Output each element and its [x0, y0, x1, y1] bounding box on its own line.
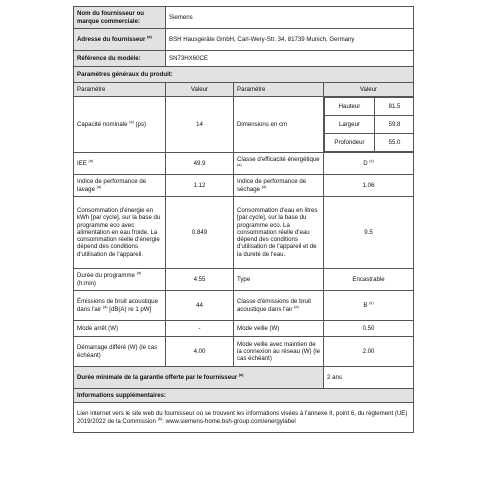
networked-standby-value: 2.00	[362, 347, 375, 355]
type-label: Type	[237, 275, 251, 283]
noise-class-label: Classe d'émissions de bruit acoustique dans l'air	[237, 298, 311, 313]
networked-standby-label: Mode veille avec maintien de la connexion au réseau (W) (le cas échéant)	[237, 340, 320, 363]
product-information-sheet	[73, 6, 413, 433]
dimensions-subtable	[324, 97, 414, 152]
supplier-label: Nom du fournisseur ou marque commerciale:	[77, 10, 145, 25]
eei-row: IEE $^{(a)}$ 49.9 Classe d'efficacité énergétique $^{(a)}$ D $^{(c)}$	[74, 153, 414, 175]
col-value-left: Valeur	[190, 85, 209, 93]
water-consumption-value: 9.5	[364, 228, 373, 236]
model-row	[74, 51, 414, 67]
noise-row: Émissions de bruit acoustique dans l'air $^{(a)}$ [dB(A) re 1 pW] 44 Classe d'émissions de bruit acoustique dans l'air $^{(a)}$ B $^{(c)}$	[74, 291, 414, 321]
column-header-row	[74, 83, 414, 97]
standby-value: 0.50	[362, 324, 375, 332]
general-title-row	[74, 67, 414, 83]
duration-row: Durée du programme $^{(a)}$ (h:min) 4:55 Type Encastrable	[74, 269, 414, 291]
delay-row	[74, 337, 414, 367]
col-value-right: Valeur	[359, 85, 378, 93]
noise-label: Émissions de bruit acoustique dans l'air	[77, 298, 158, 313]
capacity-unit: (ps)	[135, 120, 147, 128]
eei-value: 49.9	[193, 159, 206, 167]
additional-text-row: Lien internet vers le site web du fournisseur où se trouvent les informations visées à l'annexe II, point 6, du règlement (UE) 2019/2022 de la Commission $^{(b)}$: www.siemens-home.bsh-group.com/energylabel	[74, 403, 414, 433]
off-mode-label: Mode arrêt (W)	[77, 324, 118, 332]
duration-unit: (h:min)	[77, 279, 96, 287]
energy-class-label: Classe d'efficacité énergétique	[237, 156, 320, 164]
col-param-right: Paramètre	[237, 85, 266, 93]
consumption-row	[74, 197, 414, 269]
guarantee-label: Durée minimale de la garantie offerte par le fournisseur	[77, 373, 238, 381]
duration-label: Durée du programme	[77, 272, 135, 280]
guarantee-row: Durée minimale de la garantie offerte par le fournisseur $^{(a)}$ 2 ans	[74, 367, 414, 389]
height-value: 81.5	[388, 102, 401, 110]
product-sheet-table	[73, 6, 414, 433]
energylabel-link[interactable]: www.siemens-home.bsh-group.com/energylabel	[165, 417, 296, 425]
additional-text: Lien internet vers le site web du fournisseur où se trouvent les informations visées à l'annexe II, point 6, du règlement (UE) 2019/2022 de la Commission	[77, 410, 408, 425]
address-label: Adresse du fournisseur	[77, 35, 146, 43]
general-title: Paramètres généraux du produit:	[77, 70, 173, 78]
width-label: Largeur	[338, 120, 360, 128]
off-mode-row	[74, 321, 414, 337]
cleaning-label: Indice de performance de lavage	[77, 178, 147, 193]
noise-value: 44	[196, 301, 203, 309]
type-value: Encastrable	[352, 275, 385, 283]
additional-title-row	[74, 389, 414, 403]
capacity-label: Capacité nominale	[77, 120, 128, 128]
noise-unit: [dB(A) re 1 pW]	[109, 305, 152, 313]
energy-consumption-label: Consommation d'énergie en kWh [par cycle], sur la base du programme eco avec alimentation en eau froide. La consommation réelle d'énergie dépend des conditions d'utilisation de l'appareil.	[77, 206, 161, 258]
address-row: Adresse du fournisseur $^{(a)}$ BSH Hausgeräte GmbH, Carl-Wery-Str. 34, 81739 Munich, Germany	[74, 29, 414, 51]
depth-value: 55.0	[388, 138, 401, 146]
model-value: SN73HX60CE	[169, 54, 208, 62]
standby-label: Mode veille (W)	[237, 324, 280, 332]
performance-row: Indice de performance de lavage $^{(a)}$ 1.12 Indice de performance de séchage $^{(a)}$ 1.06	[74, 175, 414, 197]
supplier-value: Siemens	[169, 13, 193, 21]
dimensions-label: Dimensions en cm	[237, 120, 288, 128]
eei-label: IEE	[77, 159, 87, 167]
energy-consumption-value: 0.849	[191, 228, 208, 236]
cleaning-value: 1.12	[193, 181, 206, 189]
drying-value: 1.06	[362, 181, 375, 189]
delay-start-label: Démarrage différé (W) (le cas échéant)	[77, 344, 158, 359]
energy-class-value: D	[363, 159, 368, 167]
col-param-left: Paramètre	[77, 85, 106, 93]
address-value: BSH Hausgeräte GmbH, Carl-Wery-Str. 34, 81739 Munich, Germany	[169, 35, 355, 43]
capacity-value: 14	[196, 120, 203, 128]
water-consumption-label: Consommation d'eau en litres [par cycle], sur la base du programme eco. La consommation réelle d'eau dépend des conditions d'utilisation de l'appareil et de la dureté de l'eau.	[237, 206, 318, 258]
drying-label: Indice de performance de séchage	[237, 178, 307, 193]
height-label: Hauteur	[338, 102, 361, 110]
additional-title: Informations supplémentaires:	[77, 391, 167, 399]
supplier-row	[74, 7, 414, 29]
noise-class-value: B	[363, 301, 368, 309]
delay-start-value: 4.00	[193, 347, 206, 355]
depth-label: Profondeur	[334, 138, 365, 146]
capacity-row: Capacité nominale $^{(a)}$ (ps) 14 Dimensions en cm Hauteur 81.5 Largeur 59.8 Profondeur 55.0	[74, 97, 414, 153]
model-label: Référence du modèle:	[77, 54, 141, 62]
duration-value: 4:55	[193, 275, 206, 283]
off-mode-value: -	[198, 324, 201, 332]
width-value: 59.8	[388, 120, 401, 128]
guarantee-value: 2 ans	[327, 373, 342, 381]
